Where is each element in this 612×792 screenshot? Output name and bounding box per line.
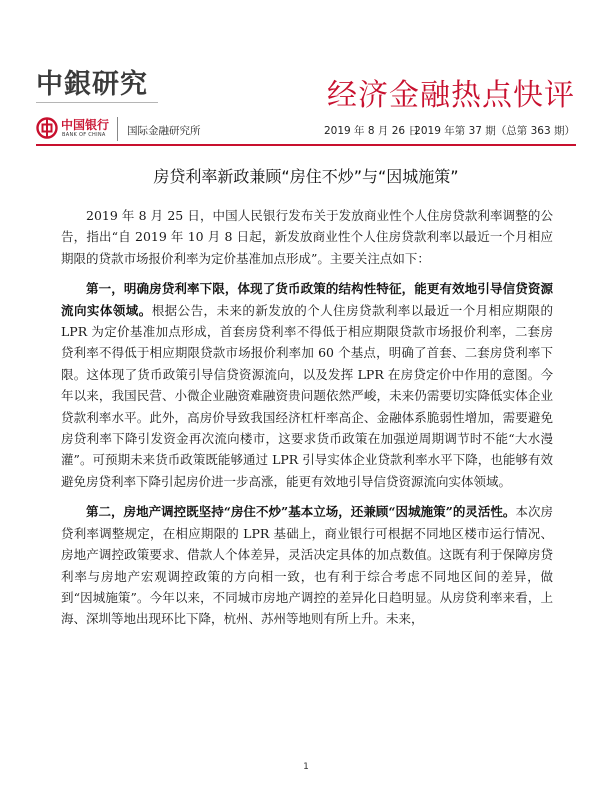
point-two-body: 本次房贷利率调整规定，在相应期限的 LPR 基础上，商业银行可根据不同地区楼市运行情况、房地产调控政策要求、借款人个体差异，灵活决定具体的加点数值。这既有利于保障房贷利率与房地产宏观调控政策的方向相一致，也有利于综合考虑不同地区间的差异，做到“因城施策”。今年以来，不同城市房地产调控的差异化日趋明显。从房贷利率来看，上海、深圳等地出现环比下降，杭州、苏州等地则有所上升。未来， [61, 504, 553, 627]
point-one-body: 根据公告，未来的新发放的个人住房贷款利率以最近一个月相应期限的 LPR 为定价基准加点形成，首套房贷利率不得低于相应期限贷款市场报价利率，二套房贷利率不得低于相应期限贷款市场报价利率加 60 个基点，明确了首套、二套房贷利率下限。这体现了货币政策引导信贷资源流向，以及发挥 LPR 在房贷定价中作用的意图。今年以来，我国民营、小微企业融资难融资贵问题依然严峻，未来仍需要切实降低实体企业贷款利率水平。此外，高房价导致我国经济杠杆率高企、金融体系脆弱性增加，需要避免房贷利率下降引发资金再次流向楼市，这要求货币政策在加强逆周期调节时不能“大水漫灌”。可预期未来货币政策既能够通过 LPR 引导实体企业贷款利率水平下降，也能够有效避免房贷利率下降引起房价进一步高涨，能更有效地引导信贷资源流向实体领域。 [61, 302, 553, 489]
header-rule [36, 144, 576, 146]
intro-paragraph: 2019 年 8 月 25 日，中国人民银行发布关于发放商业性个人住房贷款利率调整的公告，指出“自 2019 年 10 月 8 日起，新发放商业性个人住房贷款利率以最近一个月相应期限的贷款市场报价利率为定价基准加点形成”。主要关注点如下： [61, 208, 553, 266]
point-two-heading: 第二，房地产调控既坚持“房住不炒”基本立场，还兼顾“因城施策”的灵活性。 [86, 504, 516, 520]
logo-underline [36, 102, 158, 103]
publish-date: 2019 年 8 月 26 日 [324, 125, 419, 137]
bank-logo-english-name: BANK OF CHINA [62, 132, 106, 138]
point-two-paragraph [61, 501, 553, 629]
bank-logo-mark-icon [36, 117, 58, 139]
point-one-paragraph [61, 278, 553, 492]
header-divider [117, 117, 118, 141]
page-number: 1 [303, 762, 309, 772]
institute-name: 国际金融研究所 [127, 125, 201, 137]
article-body [61, 205, 553, 639]
bank-of-china-logo [36, 115, 126, 143]
point-one-heading: 第一，明确房贷利率下限，体现了货币政策的结构性特征，能更有效地引导信贷资源流向实体领域。 [61, 281, 553, 318]
research-calligraphy-logo: 中銀研究 [36, 69, 148, 100]
article-title: 房贷利率新政兼顾“房住不炒”与“因城施策” [153, 167, 459, 186]
series-title: 经济金融热点快评 [327, 78, 575, 113]
issue-number: 2019 年第 37 期（总第 363 期） [414, 125, 575, 137]
bank-logo-chinese-name: 中国银行 [61, 118, 110, 132]
